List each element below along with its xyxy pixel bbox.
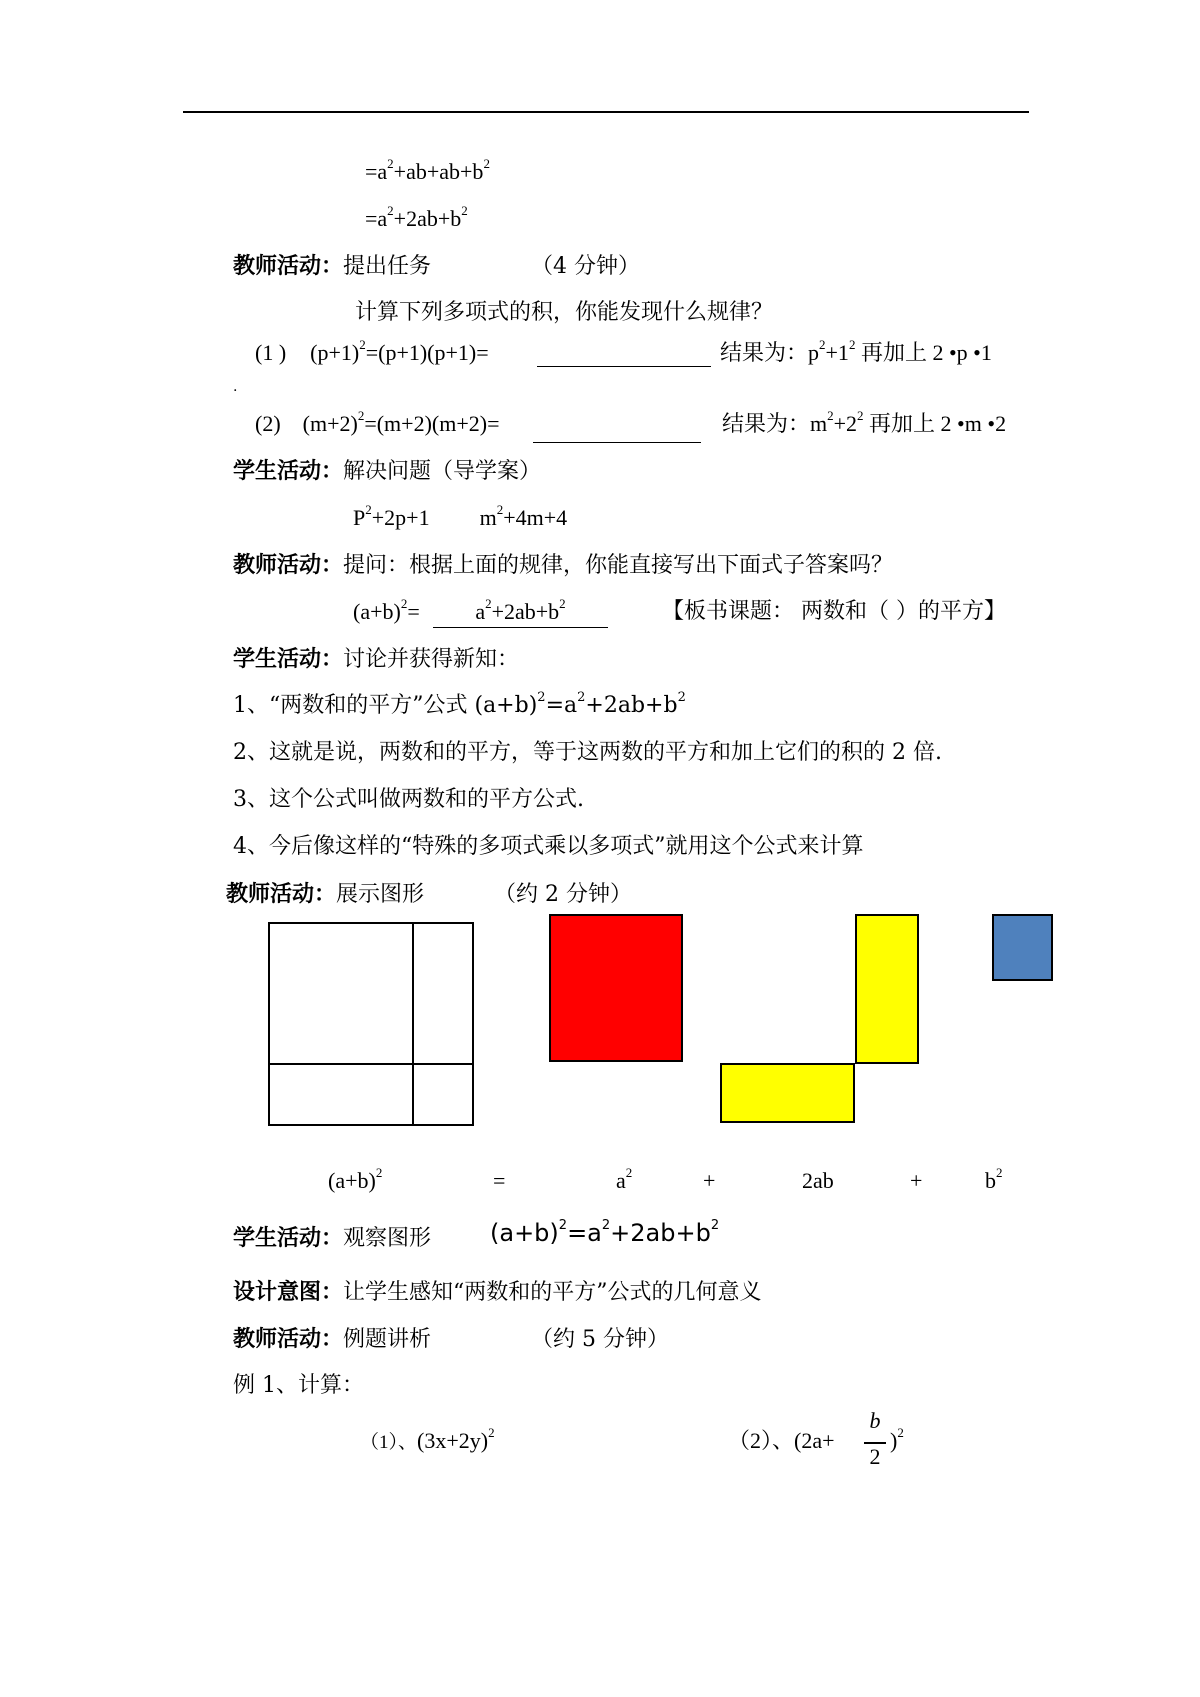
teacher-activity-2: 教师活动：提问：根据上面的规律，你能直接写出下面式子答案吗？ [233,552,894,578]
knowledge-item-2: 2、这就是说，两数和的平方，等于这两数的平方和加上它们的积的 2 倍. [233,740,942,765]
red-square-a2 [549,914,683,1062]
problem-1: (1 ) $(p+1)^2=(p+1)(p+1)=$ [255,336,489,365]
example-problem-2: （2）、(2a+ [728,1428,835,1453]
formula-answer: $a^2+2ab+b^2$ [433,597,608,628]
knowledge-item-1: 1、“两数和的平方”公式 $(a+b)^2=a^2+2ab+b^2$ [233,689,686,718]
problem-2: (2) $(m+2)^2=(m+2)(m+2)=$ [255,407,500,436]
answer-blank-1[interactable] [537,364,711,367]
problem-1-result: 结果为：$p^2+1^2$ 再加上 2 •p •1 [720,336,992,365]
knowledge-item-4: 4、今后像这样的“特殊的多项式乘以多项式”就用这个公式来计算 [233,834,864,859]
formula-question: $(a+b)^2=$ [353,595,420,624]
caption-a2: $a^2$ [616,1164,633,1193]
observed-formula: $(a+b)^2=a^2+2ab+b^2$ [490,1218,720,1247]
example-problem-2-close: )$^2$ [890,1424,904,1453]
fraction-denominator: 2 [869,1444,881,1469]
example-problem-1: （1）、$(3x+2y)^2$ [360,1424,495,1453]
derivation-line-2: $=a^2+2ab+b^2$ [365,202,468,231]
caption-b2: $b^2$ [985,1164,1003,1193]
example-title: 例 1、计算： [233,1373,364,1398]
square-horizontal-divider [268,1063,474,1065]
stray-dot: . [233,379,238,395]
header-rule [183,111,1029,113]
design-intent: 设计意图：让学生感知“两数和的平方”公式的几何意义 [233,1279,762,1305]
student-activity-2: 学生活动：讨论并获得新知： [233,646,520,672]
derivation-line-1: $=a^2+ab+ab+b^2$ [365,155,490,184]
knowledge-item-3: 3、这个公式叫做两数和的平方公式. [233,787,584,812]
caption-equals: = [493,1168,506,1193]
caption-plus-2: + [910,1168,923,1193]
yellow-rect-ab-vertical [855,914,919,1064]
teacher-activity-3: 教师活动：展示图形 （约 2 分钟） [226,881,633,907]
blue-square-b2 [992,914,1053,981]
task-prompt: 计算下列多项式的积，你能发现什么规律？ [355,300,774,325]
teacher-activity-4: 教师活动：例题讲析 （约 5 分钟） [233,1326,670,1352]
caption-2ab: 2ab [802,1168,834,1193]
teacher-activity-1: 教师活动：提出任务 （4 分钟） [233,253,641,279]
caption-plus-1: + [703,1168,716,1193]
divided-square [268,922,474,1126]
board-title: 【板书课题： 两数和（ ）的平方】 [662,599,1006,624]
student-answers: $P^2+2p+1$ $m^2+4m+4$ [353,501,568,530]
student-activity-1: 学生活动：解决问题（导学案） [233,458,542,484]
problem-2-result: 结果为：$m^2+2^2$ 再加上 2 •m •2 [722,407,1007,436]
square-vertical-divider [412,922,414,1126]
fraction-numerator: b [869,1408,881,1433]
student-activity-3: 学生活动：观察图形 [233,1225,432,1251]
yellow-rect-ab-horizontal [720,1063,855,1123]
answer-blank-2[interactable] [533,440,701,443]
caption-lhs: $(a+b)^2$ [328,1164,383,1193]
